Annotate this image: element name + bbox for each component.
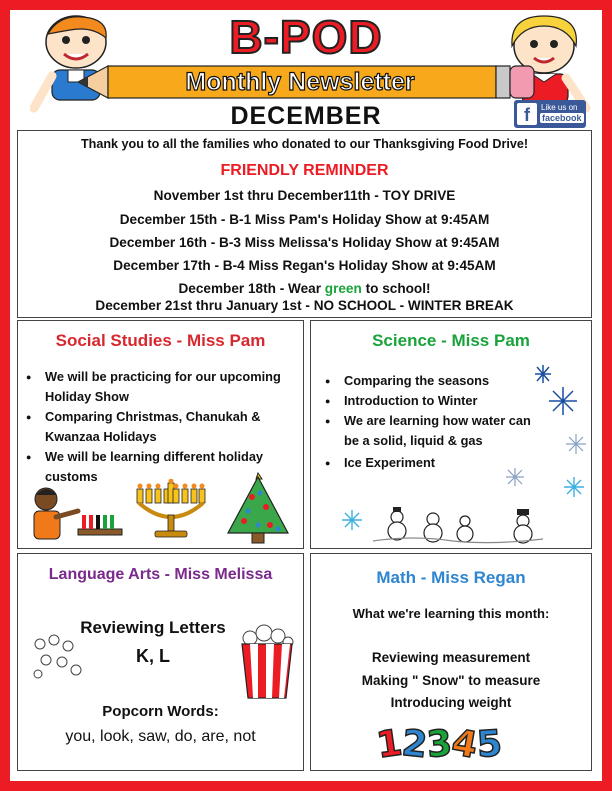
kwanzaa-child-clipart [26,481,126,541]
list-item: ● Comparing Christmas, Chanukah & Kwanzaa Holidays [18,407,293,447]
facebook-like-button[interactable] [514,100,586,128]
snowflake-icon [565,433,587,455]
facebook-icon: f [517,103,537,125]
letters-value: K, L [136,646,170,666]
facebook-label: facebook [542,113,582,123]
facebook-like-label: Like us on [541,103,578,112]
teacher-name: Miss Pam [186,331,266,350]
green-highlight: green [324,281,362,296]
math-section [310,553,592,771]
social-studies-section [17,320,304,549]
reviewing-letters-label: Reviewing Letters [80,618,226,637]
teacher-name: Miss Pam [451,331,530,350]
science-list [317,371,542,473]
snowflake-icon [533,353,579,419]
christmas-tree-clipart [218,467,298,545]
math-item: Introducing weight [390,695,512,710]
reminder-line: December 16th - B-3 Miss Melissa's Holiday Show at 9:45AM [109,235,500,250]
science-title [311,331,591,351]
number-digit: 2 [400,722,430,767]
newsletter-subtitle: Monthly Newsletter [185,68,415,96]
reminder-line: November 1st thru December11th - TOY DRIVE [153,188,456,203]
list-item: ● Comparing the seasons [317,371,542,391]
month-heading: DECEMBER [230,102,382,130]
popcorn-words: you, look, saw, do, are, not [65,728,256,745]
menorah-clipart [133,479,209,541]
teacher-name: Miss Regan [431,568,526,587]
subject-label: Social Studies - [55,331,187,350]
thank-you-message: Thank you to all the families who donated to our Thanksgiving Food Drive! [80,137,529,151]
math-title [311,568,591,588]
social-studies-title [18,331,303,351]
number-digit: 1 [374,722,405,767]
list-item: ● Introduction to Winter [317,391,542,411]
reminder-line-green-day [18,281,591,296]
list-item: ● Ice Experiment [317,453,542,473]
snowflake-icon [341,509,363,531]
math-item: Making " Snow" to measure [361,673,541,688]
popcorn-kernels-clipart [30,632,86,680]
science-section [310,320,592,549]
snowflake-icon [505,467,525,487]
list-item: ● We will be learning different holiday customs [18,447,293,487]
math-item: Reviewing measurement [371,650,531,665]
snowflake-icon [563,476,585,498]
reminder-line: December 17th - B-4 Miss Regan's Holiday Show at 9:45AM [113,258,496,273]
number-digit: 3 [425,722,454,767]
newsletter-title: B-POD [229,11,383,63]
subject-label: Language Arts - [48,566,175,583]
list-item: ● We are learning how water can be a solid, liquid & gas [317,411,542,451]
number-digit: 5 [475,723,504,766]
snowmen-clipart [373,501,543,545]
winter-break-line: December 21st thru January 1st - NO SCHOOL - WINTER BREAK [95,298,514,313]
list-item: ● We will be practicing for our upcoming Holiday Show [18,367,293,407]
reminders-box [17,130,592,318]
numbers-clipart [374,722,537,767]
language-arts-title [18,566,303,584]
reminder-line: December 15th - B-1 Miss Pam's Holiday Show at 9:45AM [119,212,490,227]
green-day-text-before: December 18th - Wear [178,281,325,296]
teacher-name: Miss Melissa [174,566,273,583]
math-intro: What we're learning this month: [352,606,550,621]
subject-label: Science - [372,331,452,350]
language-arts-section [17,553,304,771]
popcorn-box-clipart [238,624,296,700]
number-digit: 4 [448,722,481,767]
green-day-text-after: to school! [361,281,431,296]
subject-label: Math - [376,568,432,587]
popcorn-words-title: Popcorn Words: [102,703,219,720]
reminder-title: FRIENDLY REMINDER [220,162,389,179]
